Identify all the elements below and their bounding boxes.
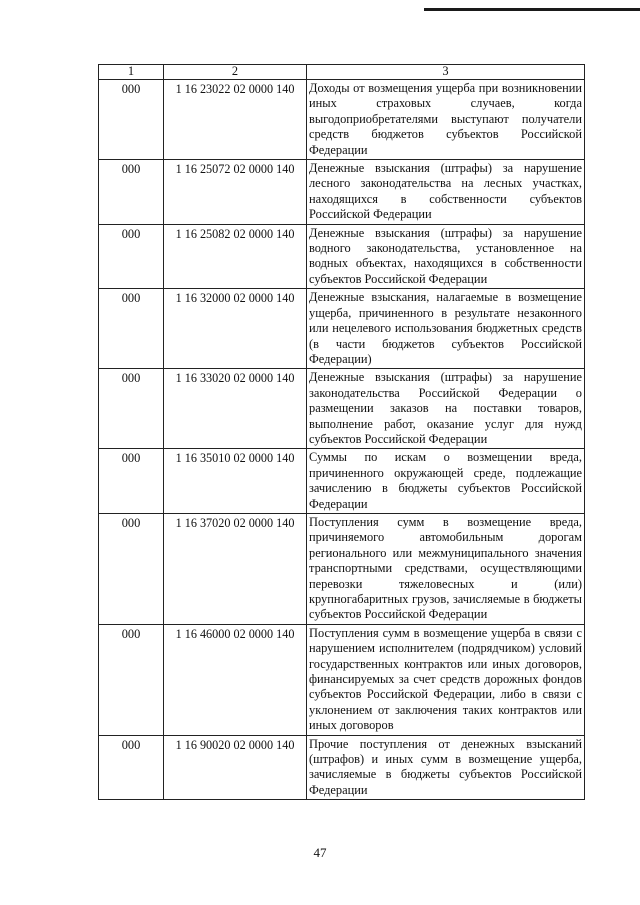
description-cell: Денежные взыскания (штрафы) за нарушение лесного законодательства на лесных участках, находящихся в собственности субъектов Российской Федерации xyxy=(307,160,585,225)
description-cell: Поступления сумм в возмещение ущерба в связи с нарушением исполнителем (подрядчиком) условий государственных контрактов или иных договоров, финансируемых за счет средств дорожных фондов субъектов Российской Федерации, либо в связи с уклонением от заключения таких контрактов или иных договоров xyxy=(307,624,585,735)
admin-code-cell: 000 xyxy=(99,735,164,800)
income-codes-table xyxy=(98,64,585,800)
budget-code-cell: 1 16 32000 02 0000 140 xyxy=(164,289,307,369)
table-header-row xyxy=(99,65,585,80)
admin-code-cell: 000 xyxy=(99,224,164,289)
description-cell: Доходы от возмещения ущерба при возникновении иных страховых случаев, когда выгодоприобретателями выступают получатели средств бюджетов субъектов Российской Федерации xyxy=(307,80,585,160)
admin-code-cell: 000 xyxy=(99,80,164,160)
description-cell: Денежные взыскания (штрафы) за нарушение водного законодательства, установленное на водных объектах, находящихся в собственности субъектов Российской Федерации xyxy=(307,224,585,289)
table-row xyxy=(99,289,585,369)
budget-code-cell: 1 16 90020 02 0000 140 xyxy=(164,735,307,800)
page-number: 47 xyxy=(313,845,327,860)
budget-code-cell: 1 16 46000 02 0000 140 xyxy=(164,624,307,735)
admin-code-cell: 000 xyxy=(99,449,164,514)
admin-code-cell: 000 xyxy=(99,160,164,225)
table-row xyxy=(99,513,585,624)
table-row xyxy=(99,80,585,160)
admin-code-cell: 000 xyxy=(99,624,164,735)
budget-code-cell: 1 16 35010 02 0000 140 xyxy=(164,449,307,514)
table-row xyxy=(99,369,585,449)
table-row xyxy=(99,624,585,735)
description-cell: Прочие поступления от денежных взысканий (штрафов) и иных сумм в возмещение ущерба, зачисляемые в бюджеты субъектов Российской Федерации xyxy=(307,735,585,800)
header-col-3: 3 xyxy=(307,65,585,80)
admin-code-cell: 000 xyxy=(99,289,164,369)
budget-code-cell: 1 16 23022 02 0000 140 xyxy=(164,80,307,160)
description-cell: Поступления сумм в возмещение вреда, причиняемого автомобильным дорогам регионального или межмуниципального значения транспортными средствами, осуществляющими перевозки тяжеловесных и (или) крупногабаритных грузов, зачисляемые в бюджеты субъектов Российской Федерации xyxy=(307,513,585,624)
budget-code-cell: 1 16 25082 02 0000 140 xyxy=(164,224,307,289)
description-cell: Суммы по искам о возмещении вреда, причиненного окружающей среде, подлежащие зачислению в бюджеты субъектов Российской Федерации xyxy=(307,449,585,514)
table-row xyxy=(99,160,585,225)
budget-code-cell: 1 16 37020 02 0000 140 xyxy=(164,513,307,624)
table-row xyxy=(99,735,585,800)
header-col-1: 1 xyxy=(99,65,164,80)
table-row xyxy=(99,224,585,289)
description-cell: Денежные взыскания (штрафы) за нарушение законодательства Российской Федерации о размещении заказов на поставки товаров, выполнение работ, оказание услуг для нужд субъектов Российской Федерации xyxy=(307,369,585,449)
admin-code-cell: 000 xyxy=(99,513,164,624)
header-col-2: 2 xyxy=(164,65,307,80)
description-cell: Денежные взыскания, налагаемые в возмещение ущерба, причиненного в результате незаконного или нецелевого использования бюджетных средств (в части бюджетов субъектов Российской Федерации) xyxy=(307,289,585,369)
top-rule xyxy=(424,8,640,11)
table-row xyxy=(99,449,585,514)
budget-code-cell: 1 16 33020 02 0000 140 xyxy=(164,369,307,449)
budget-code-cell: 1 16 25072 02 0000 140 xyxy=(164,160,307,225)
admin-code-cell: 000 xyxy=(99,369,164,449)
